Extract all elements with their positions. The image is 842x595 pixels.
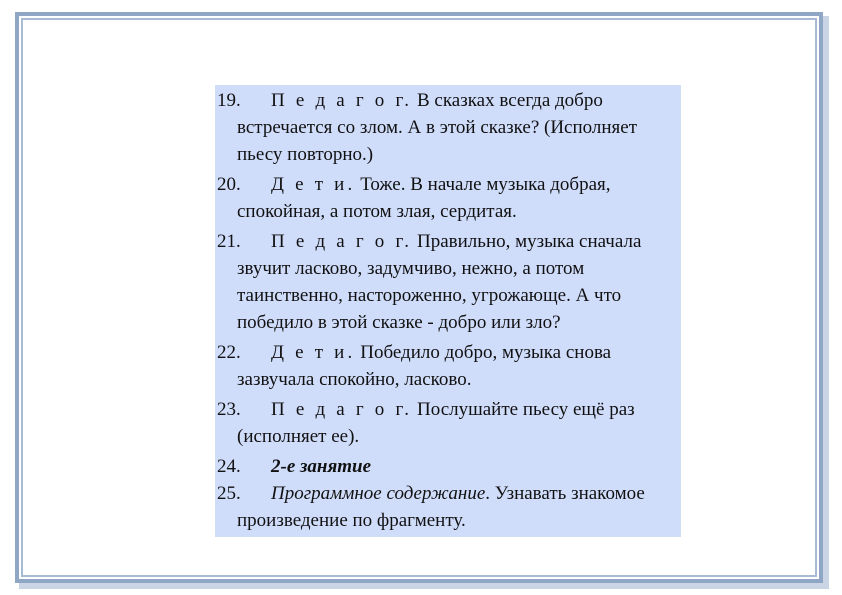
item-text: Правильно, музыка сначала звучит ласково, задумчиво, нежно, а потом таинственно, настороженно, угрожающе. А что победило в этой сказке - добро или зло? [237,231,642,333]
slide-shadow-right [823,16,829,587]
item-number: 24. [217,456,241,477]
speaker-label: П е д а г о г. [271,90,413,111]
item-text: В сказках всегда добро встречается со злом. А в этой сказке? (Исполняет пьесу повторно.) [237,90,638,165]
session-heading: 2-е занятие [271,456,372,477]
item-text: Победило добро, музыка снова зазвучала спокойно, ласково. [237,342,612,390]
speaker-label: Д е т и. [271,174,356,195]
list-item-25 [217,480,677,534]
speaker-label: П е д а г о г. [271,399,413,420]
list-item-19 [217,87,677,168]
program-content-label: Программное содержание [271,483,486,504]
item-number: 22. [217,342,241,363]
list-item-20 [217,171,677,225]
item-text: Послушайте пьесу ещё раз (исполняет ее). [237,399,635,447]
item-number: 23. [217,399,241,420]
list-item-23 [217,396,677,450]
item-number: 19. [217,90,241,111]
item-text: Тоже. В начале музыка добрая, спокойная, а потом злая, сердитая. [237,174,611,222]
list-item-22 [217,339,677,393]
item-number: 25. [217,483,241,504]
speaker-label: Д е т и. [271,342,356,363]
list-item-21 [217,228,677,336]
text-block [215,85,681,537]
list-item-24 [217,453,677,480]
slide-shadow-bottom [19,583,829,589]
item-text: . Узнавать знакомое произведение по фрагменту. [237,483,645,531]
speaker-label: П е д а г о г. [271,231,413,252]
item-number: 21. [217,231,241,252]
item-number: 20. [217,174,241,195]
